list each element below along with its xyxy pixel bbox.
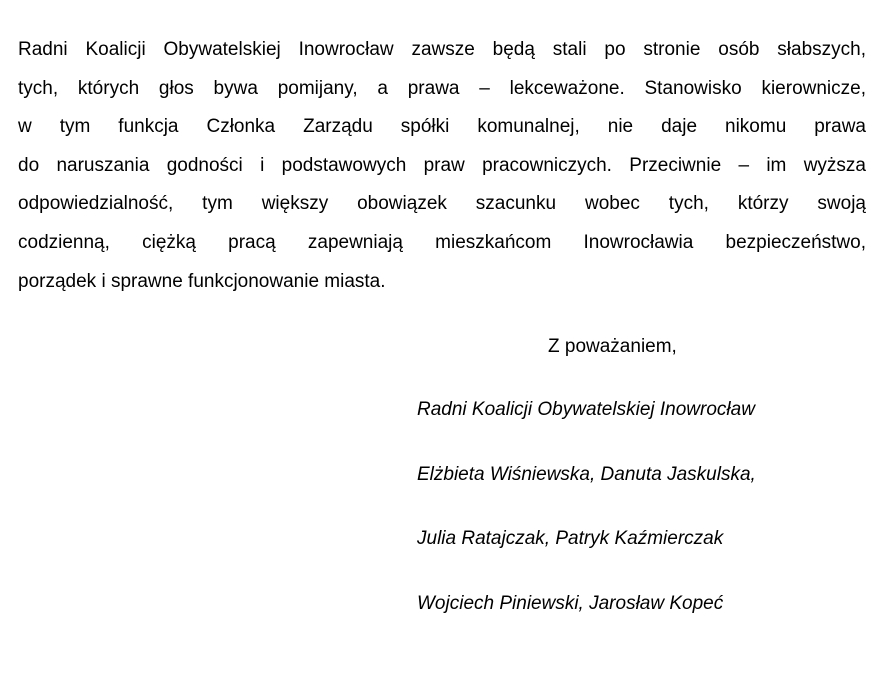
paragraph-line: tych, których głos bywa pomijany, a prawa – lekceważone. Stanowisko kierownicze, [18,77,866,99]
signature-names: Elżbieta Wiśniewska, Danuta Jaskulska, [417,464,756,485]
body-paragraph [18,37,866,307]
paragraph-line: odpowiedzialność, tym większy obowiązek szacunku wobec tych, którzy swoją [18,193,866,215]
paragraph-line: w tym funkcja Członka Zarządu spółki komunalnej, nie daje nikomu prawa [18,116,866,138]
paragraph-line: Radni Koalicji Obywatelskiej Inowrocław zawsze będą stali po stronie osób słabszych, [18,39,866,60]
signature-names: Wojciech Piniewski, Jarosław Kopeć [417,593,724,614]
signature-group: Radni Koalicji Obywatelskiej Inowrocław [417,399,755,420]
closing-salutation: Z poważaniem, [548,336,677,357]
paragraph-line: codzienną, ciężką pracą zapewniają mieszkańcom Inowrocławia bezpieczeństwo, [18,231,866,253]
paragraph-line: do naruszania godności i podstawowych praw pracowniczych. Przeciwnie – im wyższa [18,154,866,176]
signature-names: Julia Ratajczak, Patryk Kaźmierczak [417,528,724,549]
paragraph-line: porządek i sprawne funkcjonowanie miasta. [18,270,386,292]
